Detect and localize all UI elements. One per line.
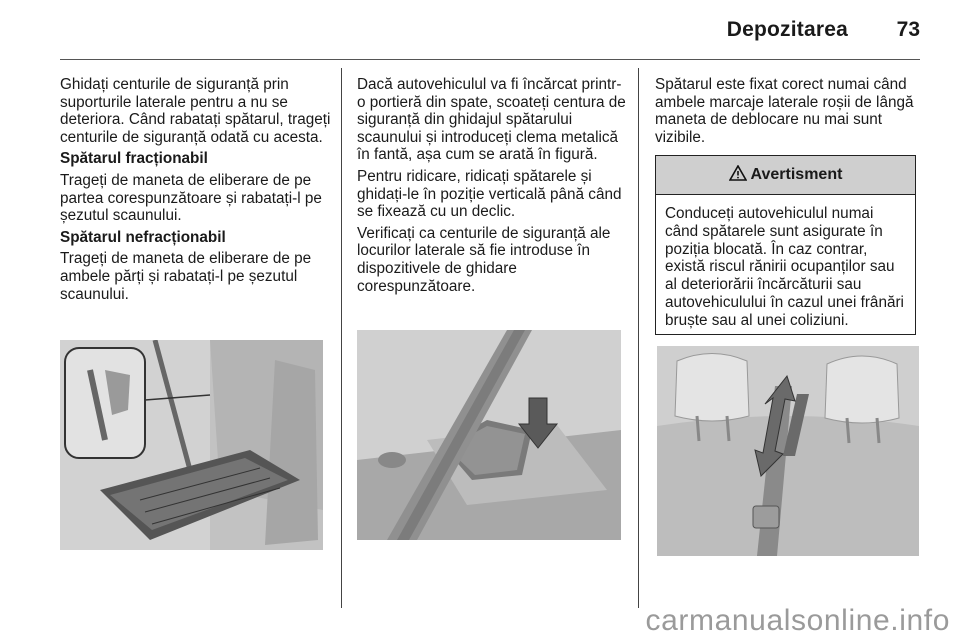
- column-2: [357, 76, 629, 299]
- column-1: [60, 76, 332, 307]
- seat-backrest-illustration: [657, 346, 919, 556]
- section-heading: Spătarul nefracționabil: [60, 228, 226, 246]
- watermark: carmanualsonline.info: [645, 604, 950, 637]
- body-paragraph: Pentru ridicare, ridicați spătarele și ghidați-le în poziție verticală până când se fixează cu un declic.: [357, 167, 622, 221]
- warning-text: Conduceți autovehiculul numai când spătarele sunt asigurate în poziția blocată. În caz contrar, există riscul rănirii ocupanților sau al deteriorării încărcăturii sau autovehiculului în cazul unei frânări bruște sau al unei coliziuni.: [665, 205, 904, 329]
- column-3: [655, 76, 923, 150]
- body-paragraph: Verificați ca centurile de siguranță ale locurilor laterale să fie introduse în dispozitivele de ghidare corespunzătoare.: [357, 224, 611, 295]
- body-paragraph: Dacă autovehiculul va fi încărcat printr-o portieră din spate, scoateți centura de siguranță din ghidajul spătarului scaunului și introduceți clema metalică în fantă, așa cum se arată în figură.: [357, 76, 626, 164]
- belt-clip-illustration: [357, 330, 621, 540]
- warning-header: [656, 156, 915, 195]
- page-number: 73: [896, 18, 920, 41]
- header-divider: [60, 59, 920, 60]
- column-divider: [341, 68, 342, 608]
- column-divider: [638, 68, 639, 608]
- warning-box: [655, 155, 916, 335]
- intro-paragraph: Ghidați centurile de siguranță prin suporturile laterale pentru a nu se deteriora. Când rabatați spătarul, trageți centurile de siguranță odată cu acesta.: [60, 76, 331, 146]
- warning-title: Avertisment: [750, 166, 843, 183]
- body-paragraph: Trageți de maneta de eliberare de pe ambele părți și rabatați-l pe șezutul scaunului.: [60, 250, 312, 303]
- page-section-title: Depozitarea: [726, 18, 848, 41]
- section-heading: Spătarul fracționabil: [60, 150, 208, 168]
- body-paragraph: Trageți de maneta de eliberare de pe partea corespunzătoare și rabatați-l pe șezutul scaunului.: [60, 171, 322, 225]
- warning-triangle-icon: [729, 165, 747, 186]
- body-paragraph: Spătarul este fixat corect numai când ambele marcaje laterale roșii de lângă maneta de deblocare nu mai sunt vizibile.: [655, 76, 914, 146]
- folded-seat-illustration: [60, 340, 323, 550]
